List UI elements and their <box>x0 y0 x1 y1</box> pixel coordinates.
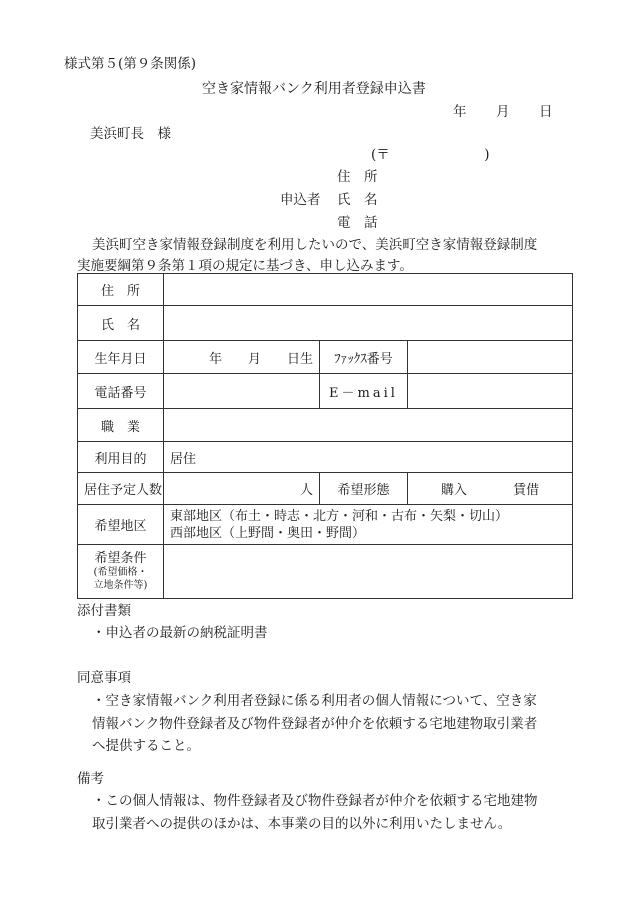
name-label: 氏 名 <box>78 306 164 341</box>
row-occupation <box>78 409 573 442</box>
purpose-value: 居住 <box>164 442 573 473</box>
birth-label: 生年月日 <box>78 341 164 374</box>
form-options[interactable] <box>408 473 573 505</box>
email-label: E－mail <box>320 374 408 409</box>
date-day: 日 <box>539 104 553 120</box>
area-label: 希望地区 <box>78 505 164 545</box>
consent-line-1: ・空き家情報バンク利用者登録に係る利用者の個人情報について、空き家 <box>92 693 537 709</box>
row-purpose <box>78 442 573 473</box>
email-field[interactable] <box>408 374 573 409</box>
conditions-label-cell <box>78 545 164 599</box>
conditions-sub-2: 立地条件等) <box>93 580 148 591</box>
applicant-phone-label: 電 話 <box>337 215 378 231</box>
purpose-label: 利用目的 <box>78 442 164 473</box>
form-label: 希望形態 <box>320 473 408 505</box>
applicant-name-label: 氏 名 <box>337 192 378 208</box>
consent-line-2: 情報バンク物件登録者及び物件登録者が仲介を依頼する宅地建物取引業者 <box>92 716 538 732</box>
date-month: 月 <box>496 104 510 120</box>
phone-field[interactable] <box>164 374 320 409</box>
remarks-line-1: ・この個人情報は、物件登録者及び物件登録者が仲介を依頼する宅地建物 <box>92 793 538 809</box>
name-field[interactable] <box>164 306 573 341</box>
area-options[interactable] <box>164 505 573 545</box>
conditions-field[interactable] <box>164 545 573 599</box>
option-buy[interactable]: 購入 <box>440 483 467 498</box>
conditions-label: 希望条件 <box>94 551 147 566</box>
option-rent[interactable]: 賃借 <box>513 483 540 498</box>
form-number: 様式第５(第９条関係) <box>64 56 197 72</box>
conditions-sub-1: (希望価格・ <box>93 567 148 578</box>
row-name <box>78 306 573 341</box>
fax-label: ﾌｧｯｸｽ番号 <box>320 341 408 374</box>
residents-label: 居住予定人数 <box>78 473 164 505</box>
intro-line-1: 美浜町空き家情報登録制度を利用したいので、美浜町空き家情報登録制度 <box>92 237 538 253</box>
date-year: 年 <box>453 104 467 120</box>
remarks-heading: 備考 <box>77 771 104 787</box>
postal-code: (〒 ) <box>371 147 490 163</box>
addressee: 美浜町長 様 <box>90 126 171 142</box>
birth-field[interactable]: 年 月 日生 <box>164 341 320 374</box>
consent-line-3: へ提供すること。 <box>92 738 200 754</box>
applicant-role: 申込者 <box>280 192 321 208</box>
address-field[interactable] <box>164 274 573 306</box>
row-birth <box>78 341 573 374</box>
attachments-item: ・申込者の最新の納税証明書 <box>92 625 268 641</box>
residents-field[interactable]: 人 <box>164 473 320 505</box>
applicant-address-label: 住 所 <box>337 169 378 185</box>
row-conditions <box>78 545 573 599</box>
remarks-line-2: 取引業者への提供のほかは、本事業の目的以外に利用いたしません。 <box>92 816 512 832</box>
form-title: 空き家情報バンク利用者登録申込書 <box>202 81 426 97</box>
row-address <box>78 274 573 306</box>
phone-label: 電話番号 <box>78 374 164 409</box>
occupation-field[interactable] <box>164 409 573 442</box>
occupation-label: 職 業 <box>78 409 164 442</box>
row-area <box>78 505 573 545</box>
consent-heading: 同意事項 <box>77 670 131 686</box>
attachments-heading: 添付書類 <box>77 603 131 619</box>
registration-table <box>77 273 573 599</box>
address-label: 住 所 <box>78 274 164 306</box>
fax-field[interactable] <box>408 341 573 374</box>
area-west[interactable]: 西部地区（上野間・奥田・野間） <box>170 525 366 541</box>
row-residents <box>78 473 573 505</box>
intro-line-2: 実施要綱第９条第１項の規定に基づき、申し込みます。 <box>77 258 413 274</box>
row-phone <box>78 374 573 409</box>
area-east[interactable]: 東部地区（布土・時志・北方・河和・古布・矢梨・切山） <box>170 508 509 524</box>
